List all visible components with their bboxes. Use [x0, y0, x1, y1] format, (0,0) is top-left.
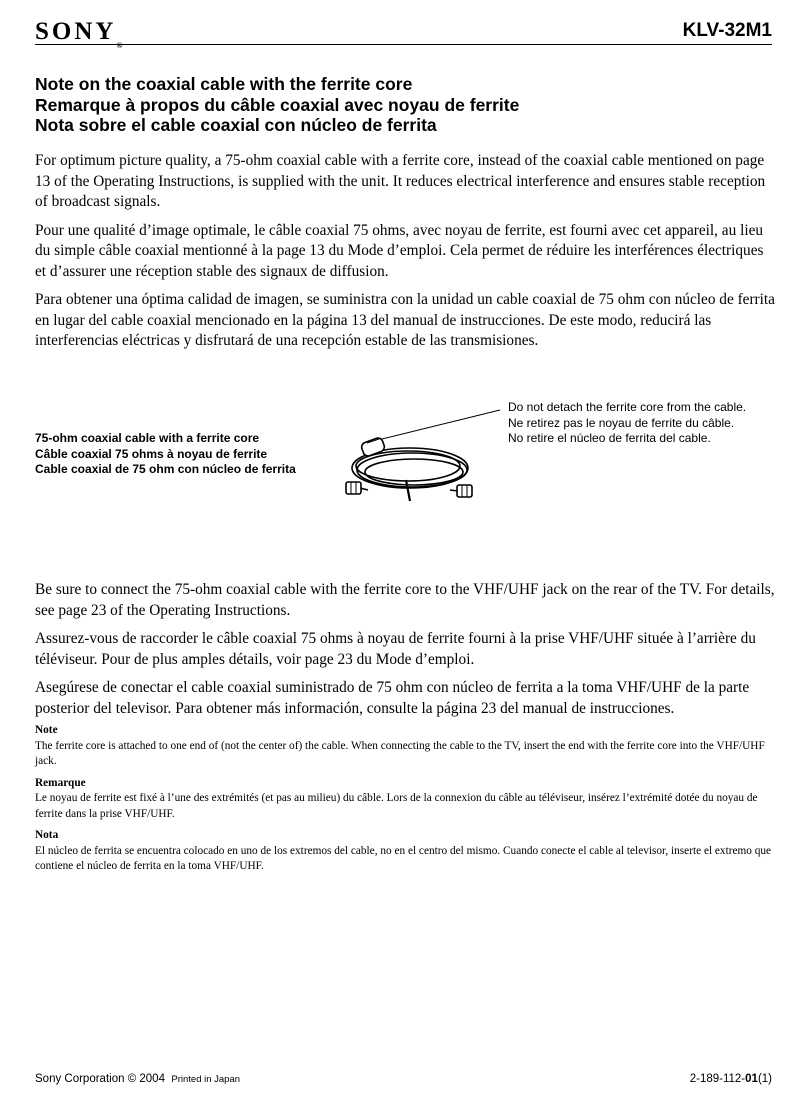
company-name: Sony Corporation — [35, 1073, 125, 1085]
cable-caption-spanish: Cable coaxial de 75 ohm con núcleo de ferrita — [35, 462, 296, 476]
brand-name: SONY — [35, 18, 117, 45]
copyright-year: 2004 — [139, 1073, 165, 1085]
title-french: Remarque à propos du câble coaxial avec noyau de ferrite — [35, 94, 520, 115]
note-text-french: Le noyau de ferrite est fixé à l’une des extrémités (et pas au milieu) du câble. Lors de la connexion du câble au téléviseur, insérez l’extrémité dotée du noyau de ferrite dans la prise VHF/UHF. — [35, 792, 758, 820]
ferrite-warning — [508, 400, 798, 447]
right-connector — [450, 485, 472, 497]
note-title-english: Note — [35, 724, 58, 736]
cable-tie — [406, 480, 410, 501]
part-number-bold: 01 — [745, 1073, 758, 1085]
title-block — [35, 74, 775, 136]
registered-mark: ® — [116, 41, 123, 50]
intro-french: Pour une qualité d’image optimale, le câble coaxial 75 ohms, avec noyau de ferrite, est fourni avec cet appareil, au lieu du simple câble coaxial mentionné à la page 13 du Mode d’emploi. Cela permet de réduire les interférences électriques et d’assurer une réception stable des signaux de diffusion. — [35, 221, 764, 280]
cable-caption — [35, 431, 335, 478]
copyright-symbol: © — [127, 1073, 137, 1085]
coaxial-cable-illustration — [340, 398, 510, 513]
part-number-prefix: 2-189-112- — [689, 1073, 746, 1085]
warning-spanish: No retire el núcleo de ferrita del cable. — [508, 431, 711, 445]
notes-section — [35, 723, 775, 881]
part-number — [690, 1072, 772, 1086]
intro-section — [35, 151, 775, 360]
model-number: KLV-32M1 — [682, 20, 772, 41]
warning-english: Do not detach the ferrite core from the cable. — [508, 400, 747, 414]
note-title-french: Remarque — [35, 776, 86, 789]
intro-english: For optimum picture quality, a 75-ohm coaxial cable with a ferrite core, instead of the coaxial cable mentioned on page 13 of the Operating Instructions, is supplied with the unit. It reduces electrical interference and ensures stable reception of broadcast signals. — [35, 152, 766, 210]
title-spanish: Nota sobre el cable coaxial con núcleo de ferrita — [35, 115, 437, 135]
cable-caption-english: 75-ohm coaxial cable with a ferrite core — [35, 431, 260, 445]
note-title-spanish: Nota — [35, 829, 59, 841]
cable-caption-french: Câble coaxial 75 ohms à noyau de ferrite — [35, 446, 268, 461]
warning-french: Ne retirez pas le noyau de ferrite du câble. — [508, 415, 735, 430]
connection-spanish: Asegúrese de conectar el cable coaxial suministrado de 75 ohm con núcleo de ferrita a la toma VHF/UHF de la parte posterior del televisor. Para obtener más información, consulte la página 23 del manual de instrucciones. — [35, 679, 750, 717]
footer-copyright — [35, 1072, 240, 1087]
connection-english: Be sure to connect the 75-ohm coaxial cable with the ferrite core to the VHF/UHF jack on the rear of the TV. For details, see page 23 of the Operating Instructions. — [35, 581, 775, 619]
left-connector — [346, 482, 368, 494]
header-divider — [35, 44, 772, 45]
intro-spanish: Para obtener una óptima calidad de imagen, se suministra con la unidad un cable coaxial de 75 ohm con núcleo de ferrita en lugar del cable coaxial mencionado en la página 13 del manual de instrucciones. De este modo, reducirá las interferencias eléctricas y disfrutará de una recepción estable de las transmisiones. — [35, 291, 775, 349]
printed-in: Printed in Japan — [171, 1074, 241, 1085]
title-english: Note on the coaxial cable with the ferrite core — [35, 74, 413, 94]
ferrite-core — [360, 437, 385, 458]
connection-section — [35, 580, 775, 727]
sony-logo — [35, 18, 123, 50]
part-number-suffix: (1) — [757, 1073, 772, 1085]
callout-leader-line — [378, 410, 500, 440]
connection-french: Assurez-vous de raccorder le câble coaxial 75 ohms à noyau de ferrite fourni à la prise VHF/UHF située à l’arrière du téléviseur. Pour de plus amples détails, voir page 23 du Mode d’emploi. — [35, 630, 756, 668]
note-text-english: The ferrite core is attached to one end of (not the center of) the cable. When connecting the cable to the TV, insert the end with the ferrite core into the VHF/UHF jack. — [35, 739, 765, 767]
note-text-spanish: El núcleo de ferrita se encuentra colocado en uno de los extremos del cable, no en el centro del mismo. Cuando conecte el cable al televisor, inserte el extremo que contiene el núcleo de ferrita en la toma VHF/UHF. — [35, 844, 772, 872]
